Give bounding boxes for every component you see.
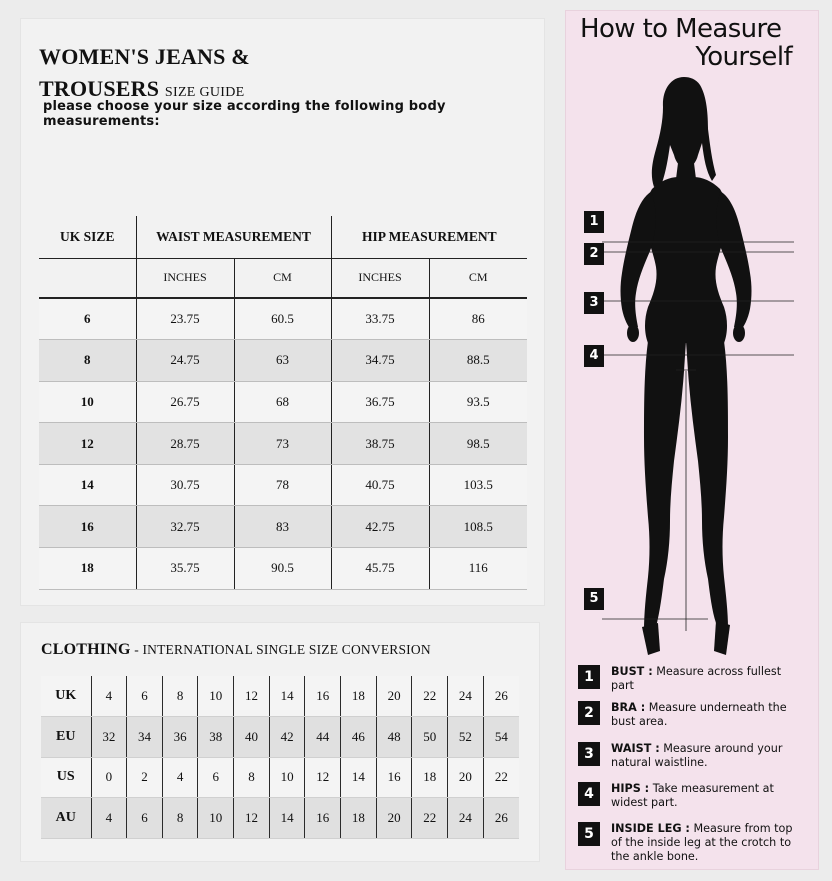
measure-title-line-2: Yourself [695,42,792,72]
size-row [39,506,527,548]
conversion-cell: 38 [198,717,234,758]
header-uk-size: UK SIZE [39,216,136,258]
hip-cm-cell: 116 [429,548,527,590]
hip-inches-cell: 33.75 [331,298,429,340]
conversion-cell: 22 [483,757,519,798]
conversion-cell: 34 [127,717,163,758]
title-sub: SIZE GUIDE [164,85,245,100]
conversion-cell: 4 [91,798,127,839]
size-cell: 6 [39,298,136,340]
conversion-cell: 10 [198,798,234,839]
conversion-cell: 40 [234,717,270,758]
waist-inches-cell: 28.75 [136,423,234,465]
conversion-cell: 20 [448,757,484,798]
legend-label: INSIDE LEG : [611,822,690,835]
conversion-cell: 12 [305,757,341,798]
conversion-cell: 52 [448,717,484,758]
figure-marker-1: 1 [584,211,604,233]
header-waist: WAIST MEASUREMENT [136,216,331,258]
header-waist-inches: INCHES [136,258,234,298]
hip-cm-cell: 98.5 [429,423,527,465]
legend-label: BUST : [611,665,653,678]
waist-inches-cell: 32.75 [136,506,234,548]
title-line-1: WOMEN'S JEANS & [39,44,250,69]
waist-cm-cell: 78 [234,464,331,506]
waist-cm-cell: 60.5 [234,298,331,340]
conversion-cell: 48 [376,717,412,758]
waist-cm-cell: 63 [234,340,331,382]
size-row [39,423,527,465]
size-row [39,381,527,423]
conversion-cell: 22 [412,676,448,717]
figure-marker-5: 5 [584,588,604,610]
size-table [39,216,527,590]
waist-cm-cell: 73 [234,423,331,465]
conversion-cell: 6 [127,798,163,839]
conversion-cell: 22 [412,798,448,839]
header-empty [39,258,136,298]
conversion-cell: 8 [234,757,270,798]
conversion-cell: 50 [412,717,448,758]
conversion-cell: 44 [305,717,341,758]
legend-text: Measure underneath the bust area. [611,701,787,728]
legend-number: 2 [578,701,600,725]
header-hip-cm: CM [429,258,527,298]
conversion-cell: 24 [448,676,484,717]
waist-inches-cell: 26.75 [136,381,234,423]
conversion-cell: 12 [234,676,270,717]
waist-inches-cell: 35.75 [136,548,234,590]
waist-inches-cell: 24.75 [136,340,234,382]
conversion-cell: 0 [91,757,127,798]
waist-inches-cell: 30.75 [136,464,234,506]
conversion-row [41,798,519,839]
legend-text: Measure across fullest part [611,665,782,692]
legend-number: 1 [578,665,600,689]
conversion-cell: 14 [269,676,305,717]
hip-inches-cell: 38.75 [331,423,429,465]
size-cell: 12 [39,423,136,465]
size-guide-intro: please choose your size according the following body measurements: [43,99,446,129]
size-cell: 14 [39,464,136,506]
conversion-row [41,676,519,717]
size-guide-panel [20,18,545,606]
conversion-cell: 46 [341,717,377,758]
conversion-cell: 6 [198,757,234,798]
header-hip: HIP MEASUREMENT [331,216,527,258]
hip-cm-cell: 88.5 [429,340,527,382]
conversion-panel [20,622,540,862]
size-cell: 8 [39,340,136,382]
legend-text: Take measurement at widest part. [611,782,774,809]
legend-number: 4 [578,782,600,806]
conversion-cell: 12 [234,798,270,839]
figure-marker-2: 2 [584,243,604,265]
conversion-cell: 26 [483,798,519,839]
size-row [39,464,527,506]
conversion-cell: 4 [162,757,198,798]
conversion-cell: 10 [198,676,234,717]
conversion-cell: 18 [412,757,448,798]
header-hip-inches: INCHES [331,258,429,298]
conversion-row-label: US [41,757,91,798]
conversion-cell: 20 [376,798,412,839]
conversion-cell: 18 [341,798,377,839]
hip-inches-cell: 45.75 [331,548,429,590]
size-cell: 16 [39,506,136,548]
conversion-table [41,676,519,839]
conversion-cell: 32 [91,717,127,758]
conversion-cell: 36 [162,717,198,758]
how-to-measure-panel [565,10,819,870]
figure-marker-4: 4 [584,345,604,367]
conversion-cell: 24 [448,798,484,839]
legend-number: 3 [578,742,600,766]
conversion-cell: 18 [341,676,377,717]
conversion-row [41,717,519,758]
conversion-cell: 16 [305,798,341,839]
legend-text: Measure around your natural waistline. [611,742,783,769]
measure-title-line-1: How to Measure [580,14,782,44]
conversion-cell: 8 [162,676,198,717]
conversion-cell: 14 [269,798,305,839]
conversion-row [41,757,519,798]
conversion-cell: 8 [162,798,198,839]
legend-number: 5 [578,822,600,846]
conversion-row-label: UK [41,676,91,717]
legend-text: Measure from top of the inside leg at the crotch to the ankle bone. [611,822,793,863]
conversion-cell: 2 [127,757,163,798]
conversion-cell: 16 [305,676,341,717]
size-row [39,548,527,590]
conversion-cell: 14 [341,757,377,798]
hip-cm-cell: 108.5 [429,506,527,548]
legend-label: HIPS : [611,782,650,795]
waist-cm-cell: 90.5 [234,548,331,590]
conversion-cell: 42 [269,717,305,758]
size-cell: 10 [39,381,136,423]
conversion-row-label: EU [41,717,91,758]
conversion-cell: 10 [269,757,305,798]
size-row [39,298,527,340]
conversion-cell: 54 [483,717,519,758]
size-cell: 18 [39,548,136,590]
hip-inches-cell: 40.75 [331,464,429,506]
waist-cm-cell: 68 [234,381,331,423]
waist-inches-cell: 23.75 [136,298,234,340]
hip-cm-cell: 86 [429,298,527,340]
conversion-cell: 4 [91,676,127,717]
figure-marker-3: 3 [584,292,604,314]
hip-inches-cell: 36.75 [331,381,429,423]
conversion-row-label: AU [41,798,91,839]
hip-cm-cell: 93.5 [429,381,527,423]
hip-inches-cell: 42.75 [331,506,429,548]
hip-cm-cell: 103.5 [429,464,527,506]
conversion-title-sub: - INTERNATIONAL SINGLE SIZE CONVERSION [130,642,431,657]
conversion-title [41,641,431,659]
conversion-cell: 16 [376,757,412,798]
waist-cm-cell: 83 [234,506,331,548]
title-line-2: TROUSERS [39,76,160,101]
header-waist-cm: CM [234,258,331,298]
conversion-cell: 26 [483,676,519,717]
conversion-title-main: CLOTHING [41,641,131,658]
hip-inches-cell: 34.75 [331,340,429,382]
legend-label: WAIST : [611,742,660,755]
legend-label: BRA : [611,701,646,714]
size-row [39,340,527,382]
conversion-cell: 20 [376,676,412,717]
conversion-cell: 6 [127,676,163,717]
